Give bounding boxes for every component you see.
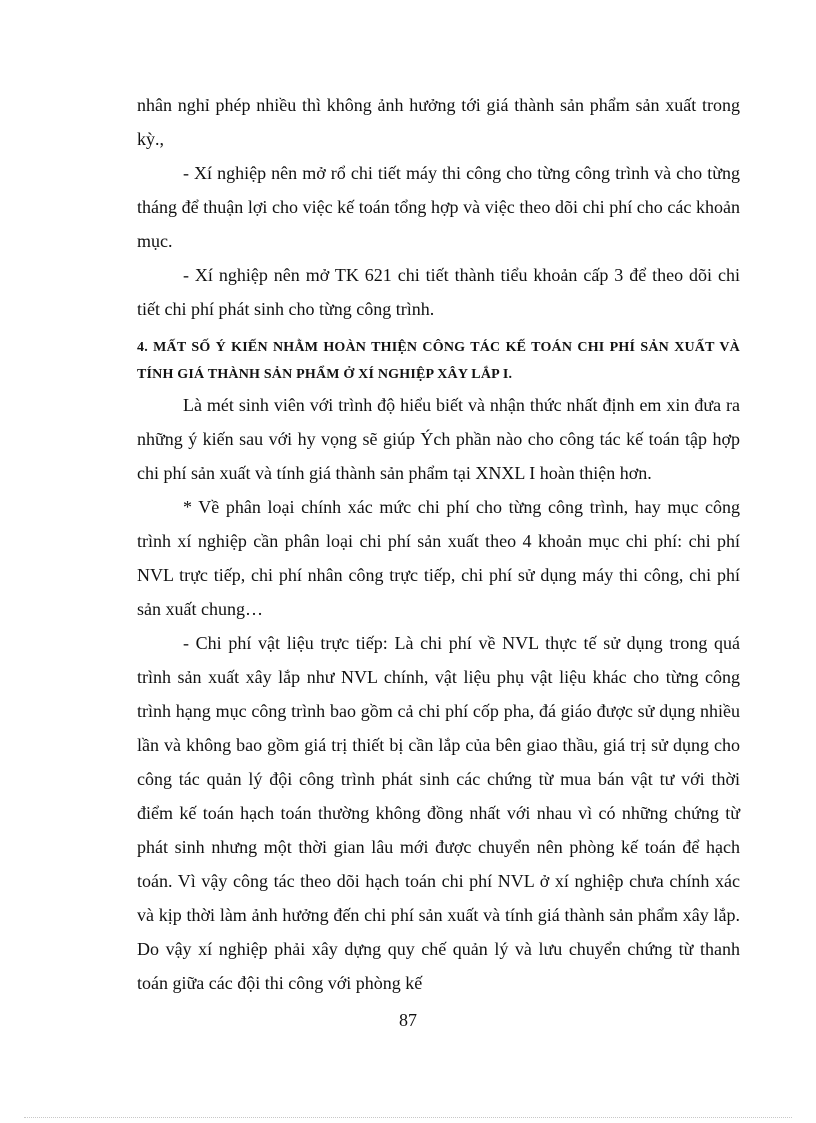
paragraph-intro: Là mét sinh viên với trình độ hiểu biết và nhận thức nhất định em xin đưa ra những ý kiến sau với hy vọng sẽ giúp Ých phần nào cho công tác kế toán tập hợp chi phí sản xuất và tính giá thành sản phẩm tại XNXL I hoàn thiện hơn. (137, 395, 740, 483)
document-page (137, 88, 740, 1000)
page-number: 87 (399, 1010, 417, 1030)
paragraph-tk621: - Xí nghiệp nên mở TK 621 chi tiết thành tiểu khoản cấp 3 để theo dõi chi tiết chi phí phát sinh cho từng công trình. (137, 265, 740, 319)
paragraph-cost-classification: * Về phân loại chính xác mức chi phí cho từng công trình, hay mục công trình xí nghiệp cần phân loại chi phí sản xuất theo 4 khoản mục chi phí: chi phí NVL trực tiếp, chi phí nhân công trực tiếp, chi phí sử dụng máy thi công, chi phí sản xuất chung… (137, 497, 740, 619)
page-bottom-divider (24, 1117, 792, 1118)
paragraph-direct-material-cost: - Chi phí vật liệu trực tiếp: Là chi phí về NVL thực tế sử dụng trong quá trình sản xuất xây lắp như NVL chính, vật liệu phụ vật liệu khác cho từng công trình hạng mục công trình bao gồm cả chi phí cốp pha, đá giáo được sử dụng nhiều lần và không bao gồm giá trị thiết bị cần lắp của bên giao thầu, giá trị sử dụng cho công tác quản lý đội công trình phát sinh các chứng từ mua bán vật tư với thời điểm kế toán hạch toán thường không đồng nhất với nhau vì có những chứng từ phát sinh nhưng một thời gian lâu mới được chuyển nên phòng kế toán để hạch toán. Vì vậy công tác theo dõi hạch toán chi phí NVL ở xí nghiệp chưa chính xác và kịp thời làm ảnh hưởng đến chi phí sản xuất và tính giá thành sản phẩm xây lắp. Do vậy xí nghiệp phải xây dựng quy chế quản lý và lưu chuyển chứng từ thanh toán giữa các đội thi công với phòng kế (137, 633, 740, 993)
section-heading: 4. MẤT SỐ Ý KIẾN NHẰM HOÀN THIỆN CÔNG TÁC KẾ TOÁN CHI PHÍ SẢN XUẤT VÀ TÍNH GIÁ THÀNH SẢN PHẨM Ở XÍ NGHIỆP XÂY LẮP I. (137, 340, 740, 382)
paragraph-continuation: nhân nghỉ phép nhiều thì không ảnh hưởng tới giá thành sản phẩm sản xuất trong kỳ., (137, 95, 740, 149)
paragraph-machine-detail: - Xí nghiệp nên mở rổ chi tiết máy thi công cho từng công trình và cho từng tháng để thuận lợi cho việc kế toán tổng hợp và việc theo dõi chi phí cho các khoản mục. (137, 163, 740, 251)
